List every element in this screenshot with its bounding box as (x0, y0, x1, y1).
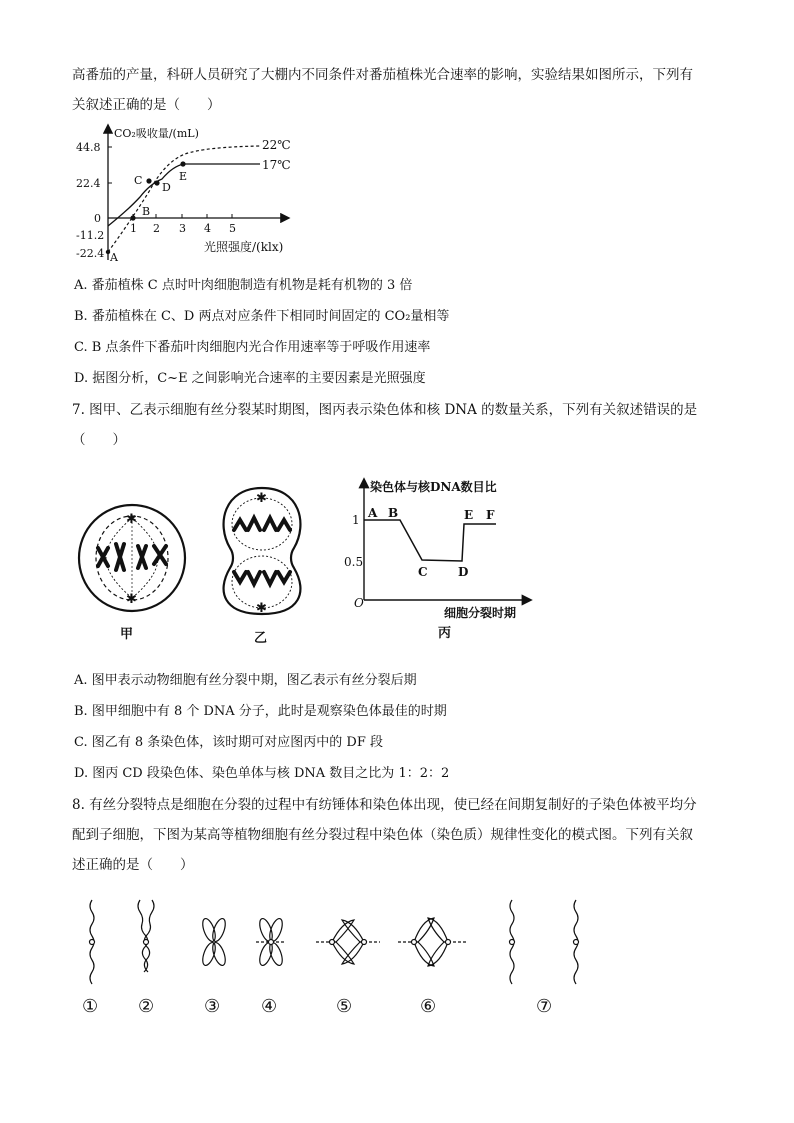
q6-stem-line1: 高番茄的产量，科研人员研究了大棚内不同条件对番茄植株光合速率的影响，实验结果如图所示，下列有 (72, 67, 693, 83)
chromosome-sequence-figure (70, 892, 610, 1022)
y-tick: 0.5 (344, 555, 364, 569)
label-2: ② (138, 996, 155, 1017)
q6-xlabel: 光照强度/(klx) (204, 240, 284, 254)
point-label-c: C (134, 174, 143, 187)
q6-option-a: A. 番茄植株 C 点时叶肉细胞制造有机物是耗有机物的 3 倍 (74, 278, 413, 293)
y-tick: 22.4 (76, 177, 101, 190)
svg-text:✱: ✱ (126, 592, 137, 607)
svg-text:✱: ✱ (126, 512, 137, 527)
bing-xlabel: 细胞分裂时期 (444, 606, 517, 620)
label-1: ① (82, 996, 99, 1017)
bing-ylabel: 染色体与核DNA数目比 (370, 480, 497, 494)
chromosome-5 (316, 920, 380, 964)
figure-jia-cell (76, 500, 188, 650)
point-e (180, 161, 185, 166)
q6-co2-graph (70, 122, 310, 267)
q7-option-a: A. 图甲表示动物细胞有丝分裂中期，图乙表示有丝分裂后期 (74, 673, 417, 688)
y-tick: -11.2 (76, 229, 105, 242)
q7-option-d: D. 图丙 CD 段染色体、染色单体与核 DNA 数目之比为 1：2：2 (74, 766, 450, 781)
chromosome-4 (256, 917, 286, 967)
point-label-b: B (142, 205, 151, 218)
point-label-a: A (110, 251, 118, 264)
figure-yi-cell (212, 484, 312, 650)
point-label-e: E (179, 170, 188, 183)
y-tick: 0 (94, 212, 101, 225)
q6-stem-line2: 关叙述正确的是（ ） (72, 97, 221, 113)
label-6: ⑥ (420, 996, 437, 1017)
y-tick: -22.4 (76, 247, 105, 260)
x-tick: 5 (229, 222, 236, 235)
label-yi: 乙 (254, 631, 268, 646)
point-c (146, 178, 151, 183)
ratio-line (364, 520, 496, 561)
point-label-c: C (418, 565, 428, 579)
q8-stem-line1: 8. 有丝分裂特点是细胞在分裂的过程中有纺锤体和染色体出现，使已经在间期复制好的子染色体被平均分 (72, 797, 697, 813)
chromosome-3 (200, 917, 228, 967)
point-label-f: F (486, 508, 495, 522)
label-22c: 22℃ (262, 138, 291, 152)
x-tick: 3 (179, 222, 186, 235)
point-label-d: D (162, 181, 171, 194)
point-b (130, 215, 135, 220)
q6-ylabel: CO₂吸收量/(mL) (114, 127, 199, 140)
point-label-e: E (464, 508, 474, 522)
x-tick: 2 (153, 222, 160, 235)
point-label-b: B (388, 506, 399, 520)
x-tick: 4 (204, 222, 211, 235)
point-d (154, 180, 159, 185)
figure-bing-graph (340, 474, 540, 644)
q7-option-c: C. 图乙有 8 条染色体，该时期可对应图丙中的 DF 段 (74, 735, 383, 750)
label-jia: 甲 (120, 627, 134, 642)
svg-text:✱: ✱ (256, 491, 267, 506)
q8-stem-line2: 配到子细胞，下图为某高等植物细胞有丝分裂过程中染色体（染色质）规律性变化的模式图。下列有关叙 (72, 827, 693, 843)
q8-stem-line3: 述正确的是（ ） (72, 857, 194, 873)
q6-option-d: D. 据图分析，C~E 之间影响光合速率的主要因素是光照强度 (74, 371, 426, 386)
label-5: ⑤ (336, 996, 353, 1017)
svg-text:✱: ✱ (256, 601, 267, 616)
origin-label: O (354, 596, 364, 610)
q6-option-c: C. B 点条件下番茄叶肉细胞内光合作用速率等于呼吸作用速率 (74, 340, 431, 355)
q6-option-b: B. 番茄植株在 C、D 两点对应条件下相同时间固定的 CO₂量相等 (74, 309, 450, 324)
x-tick: 1 (130, 222, 137, 235)
point-label-d: D (458, 565, 469, 579)
chromosome-6 (398, 918, 466, 966)
label-4: ④ (261, 996, 278, 1017)
q7-stem-line1: 7. 图甲、乙表示细胞有丝分裂某时期图，图丙表示染色体和核 DNA 的数量关系，下列有关叙述错误的是 (72, 402, 698, 418)
y-tick: 1 (352, 513, 360, 527)
label-3: ③ (204, 996, 221, 1017)
q7-stem-line2: （ ） (72, 432, 126, 448)
chromatin-2b (144, 900, 154, 972)
label-bing: 丙 (438, 626, 452, 641)
point-label-a: A (368, 506, 378, 520)
label-7: ⑦ (536, 996, 553, 1017)
q7-option-b: B. 图甲细胞中有 8 个 DNA 分子，此时是观察染色体最佳的时期 (74, 704, 447, 719)
label-17c: 17℃ (262, 158, 291, 172)
y-tick: 44.8 (76, 141, 101, 154)
